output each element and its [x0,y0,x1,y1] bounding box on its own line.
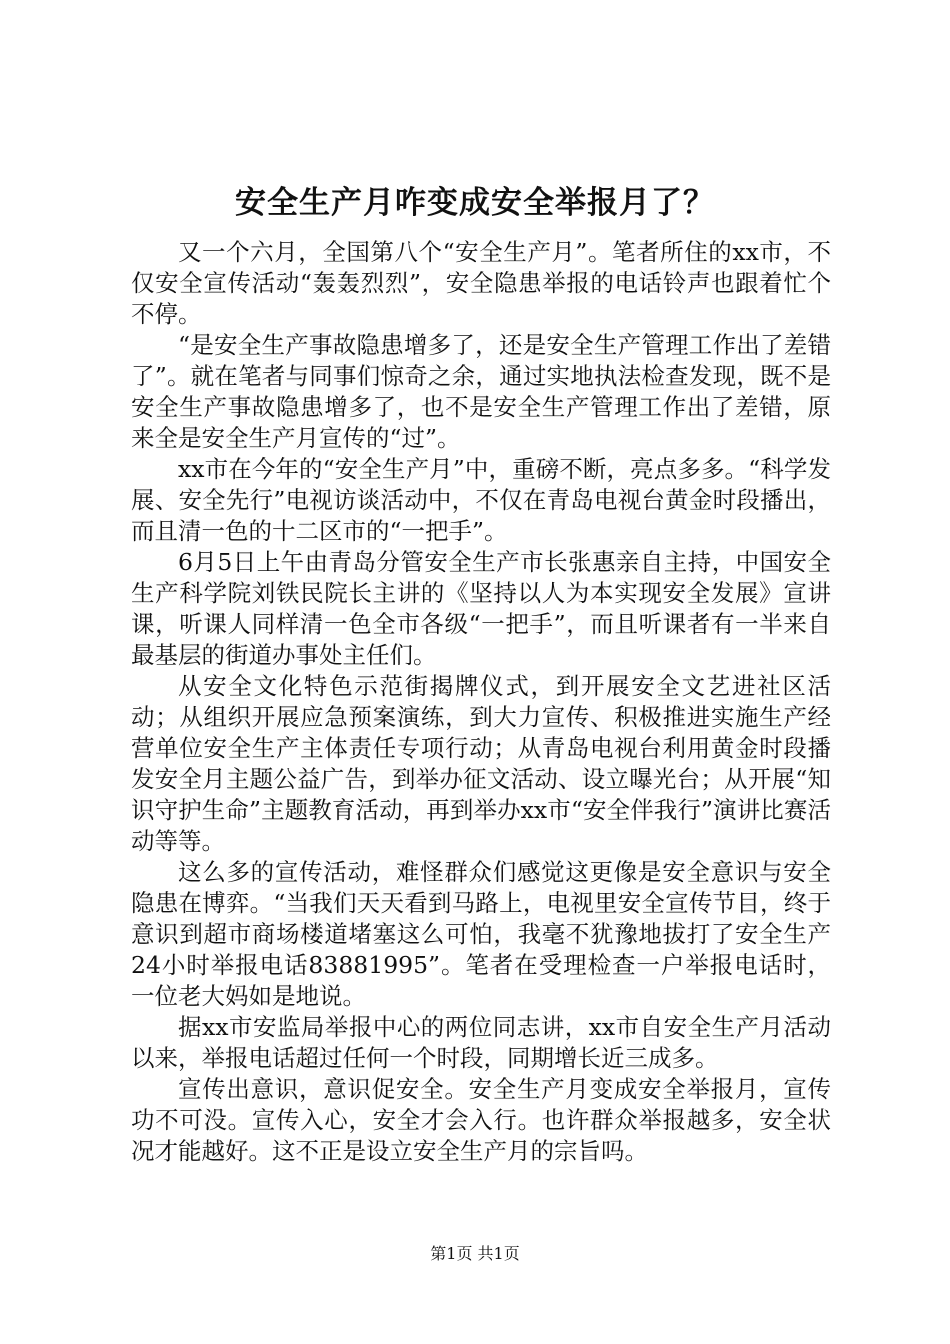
paragraph-3: xx市在今年的“安全生产月”中，重磅不断，亮点多多。“科学发展、安全先行”电视访谈活动中，不仅在青岛电视台黄金时段播出，而且清一色的十二区市的“一把手”。 [131,455,831,545]
paragraph-2: “是安全生产事故隐患增多了，还是安全生产管理工作出了差错了”。就在笔者与同事们惊奇之余，通过实地执法检查发现，既不是安全生产事故隐患增多了，也不是安全生产管理工作出了差错，原来全是安全生产月宣传的“过”。 [131,331,831,452]
document-title: 安全生产月咋变成安全举报月了？ [235,185,715,221]
paragraph-5: 从安全文化特色示范街揭牌仪式，到开展安全文艺进社区活动；从组织开展应急预案演练，到大力宣传、积极推进实施生产经营单位安全生产主体责任专项行动；从青岛电视台利用黄金时段播发安全月主题公益广告，到举办征文活动、设立曝光台；从开展“知识守护生命”主题教育活动，再到举办xx市“安全伴我行”演讲比赛活动等等。 [131,672,831,855]
paragraph-6: 这么多的宣传活动，难怪群众们感觉这更像是安全意识与安全隐患在博弈。“当我们天天看到马路上，电视里安全宣传节目，终于意识到超市商场楼道堵塞这么可怕，我毫不犹豫地拔打了安全生产24小时举报电话83881995”。笔者在受理检查一户举报电话时，一位老大妈如是地说。 [131,858,831,1010]
page-footer: 第1页 共1页 [430,1244,520,1263]
paragraph-4: 6月5日上午由青岛分管安全生产市长张惠亲自主持，中国安全生产科学院刘铁民院长主讲的《坚持以人为本实现安全发展》宣讲课，听课人同样清一色全市各级“一把手”，而且听课者有一半来自最基层的街道办事处主任们。 [131,548,831,669]
document-body [131,237,831,1167]
paragraph-8: 宣传出意识，意识促安全。安全生产月变成安全举报月，宣传功不可没。宣传入心，安全才会入行。也许群众举报越多，安全状况才能越好。这不正是设立安全生产月的宗旨吗。 [131,1075,831,1165]
paragraph-1: 又一个六月，全国第八个“安全生产月”。笔者所住的xx市，不仅安全宣传活动“轰轰烈烈”，安全隐患举报的电话铃声也跟着忙个不停。 [131,238,831,328]
paragraph-7: 据xx市安监局举报中心的两位同志讲，xx市自安全生产月活动以来，举报电话超过任何一个时段，同期增长近三成多。 [131,1013,831,1072]
